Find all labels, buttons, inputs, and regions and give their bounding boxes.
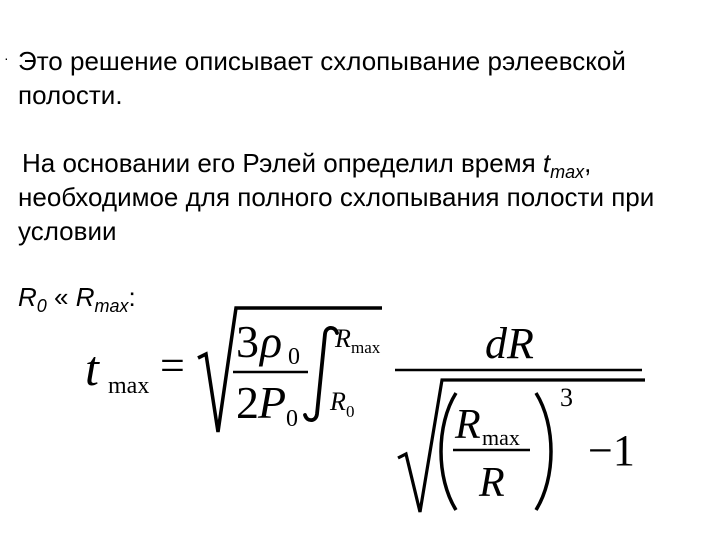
integral-upper-R: R bbox=[335, 324, 351, 353]
t-max-symbol: $t_{max}$ bbox=[542, 148, 585, 182]
rayleigh-collapse-time-formula bbox=[60, 300, 700, 525]
numerator-3: 3 bbox=[236, 316, 259, 367]
denominator-2: 2 bbox=[236, 377, 259, 428]
formula-t: t bbox=[85, 340, 99, 396]
paragraph-time-line-3: условии bbox=[18, 216, 117, 246]
equals-sign: = bbox=[160, 341, 185, 390]
time-text: На основании его Рэлей определил время bbox=[22, 148, 543, 178]
paragraph-intro bbox=[18, 44, 626, 112]
inner-denominator-R: R bbox=[479, 460, 505, 506]
left-paren bbox=[441, 393, 456, 510]
right-paren bbox=[536, 393, 551, 510]
power-3: 3 bbox=[560, 383, 573, 412]
inner-numerator-sub: max bbox=[482, 425, 520, 450]
integral-lower-R: R bbox=[330, 387, 346, 416]
bullet-marker: · bbox=[4, 50, 9, 66]
paragraph-time-line-1: На основании его Рэлей определил время $t_{max}$, bbox=[22, 148, 592, 182]
minus-one: −1 bbox=[588, 426, 635, 475]
condition-expression: $R_0$ « $R_{max}$: bbox=[18, 282, 136, 316]
intro-line-1: Это решение описывает схлопывание рэлеевской bbox=[18, 46, 626, 76]
paragraph-time-line-2: необходимое для полного схлопывания полости при bbox=[18, 182, 655, 212]
numerator-dR: dR bbox=[485, 319, 534, 368]
rho-subscript: 0 bbox=[288, 344, 300, 370]
rho-symbol: ρ bbox=[260, 316, 283, 367]
P-symbol: P bbox=[258, 377, 287, 428]
formula-t-sub: max bbox=[108, 373, 150, 399]
integral-lower-sub: 0 bbox=[346, 402, 355, 421]
inner-numerator-R: R bbox=[455, 402, 481, 448]
integral-upper-sub: max bbox=[351, 338, 381, 357]
P-subscript: 0 bbox=[286, 406, 298, 432]
intro-line-2: полости. bbox=[18, 80, 123, 110]
